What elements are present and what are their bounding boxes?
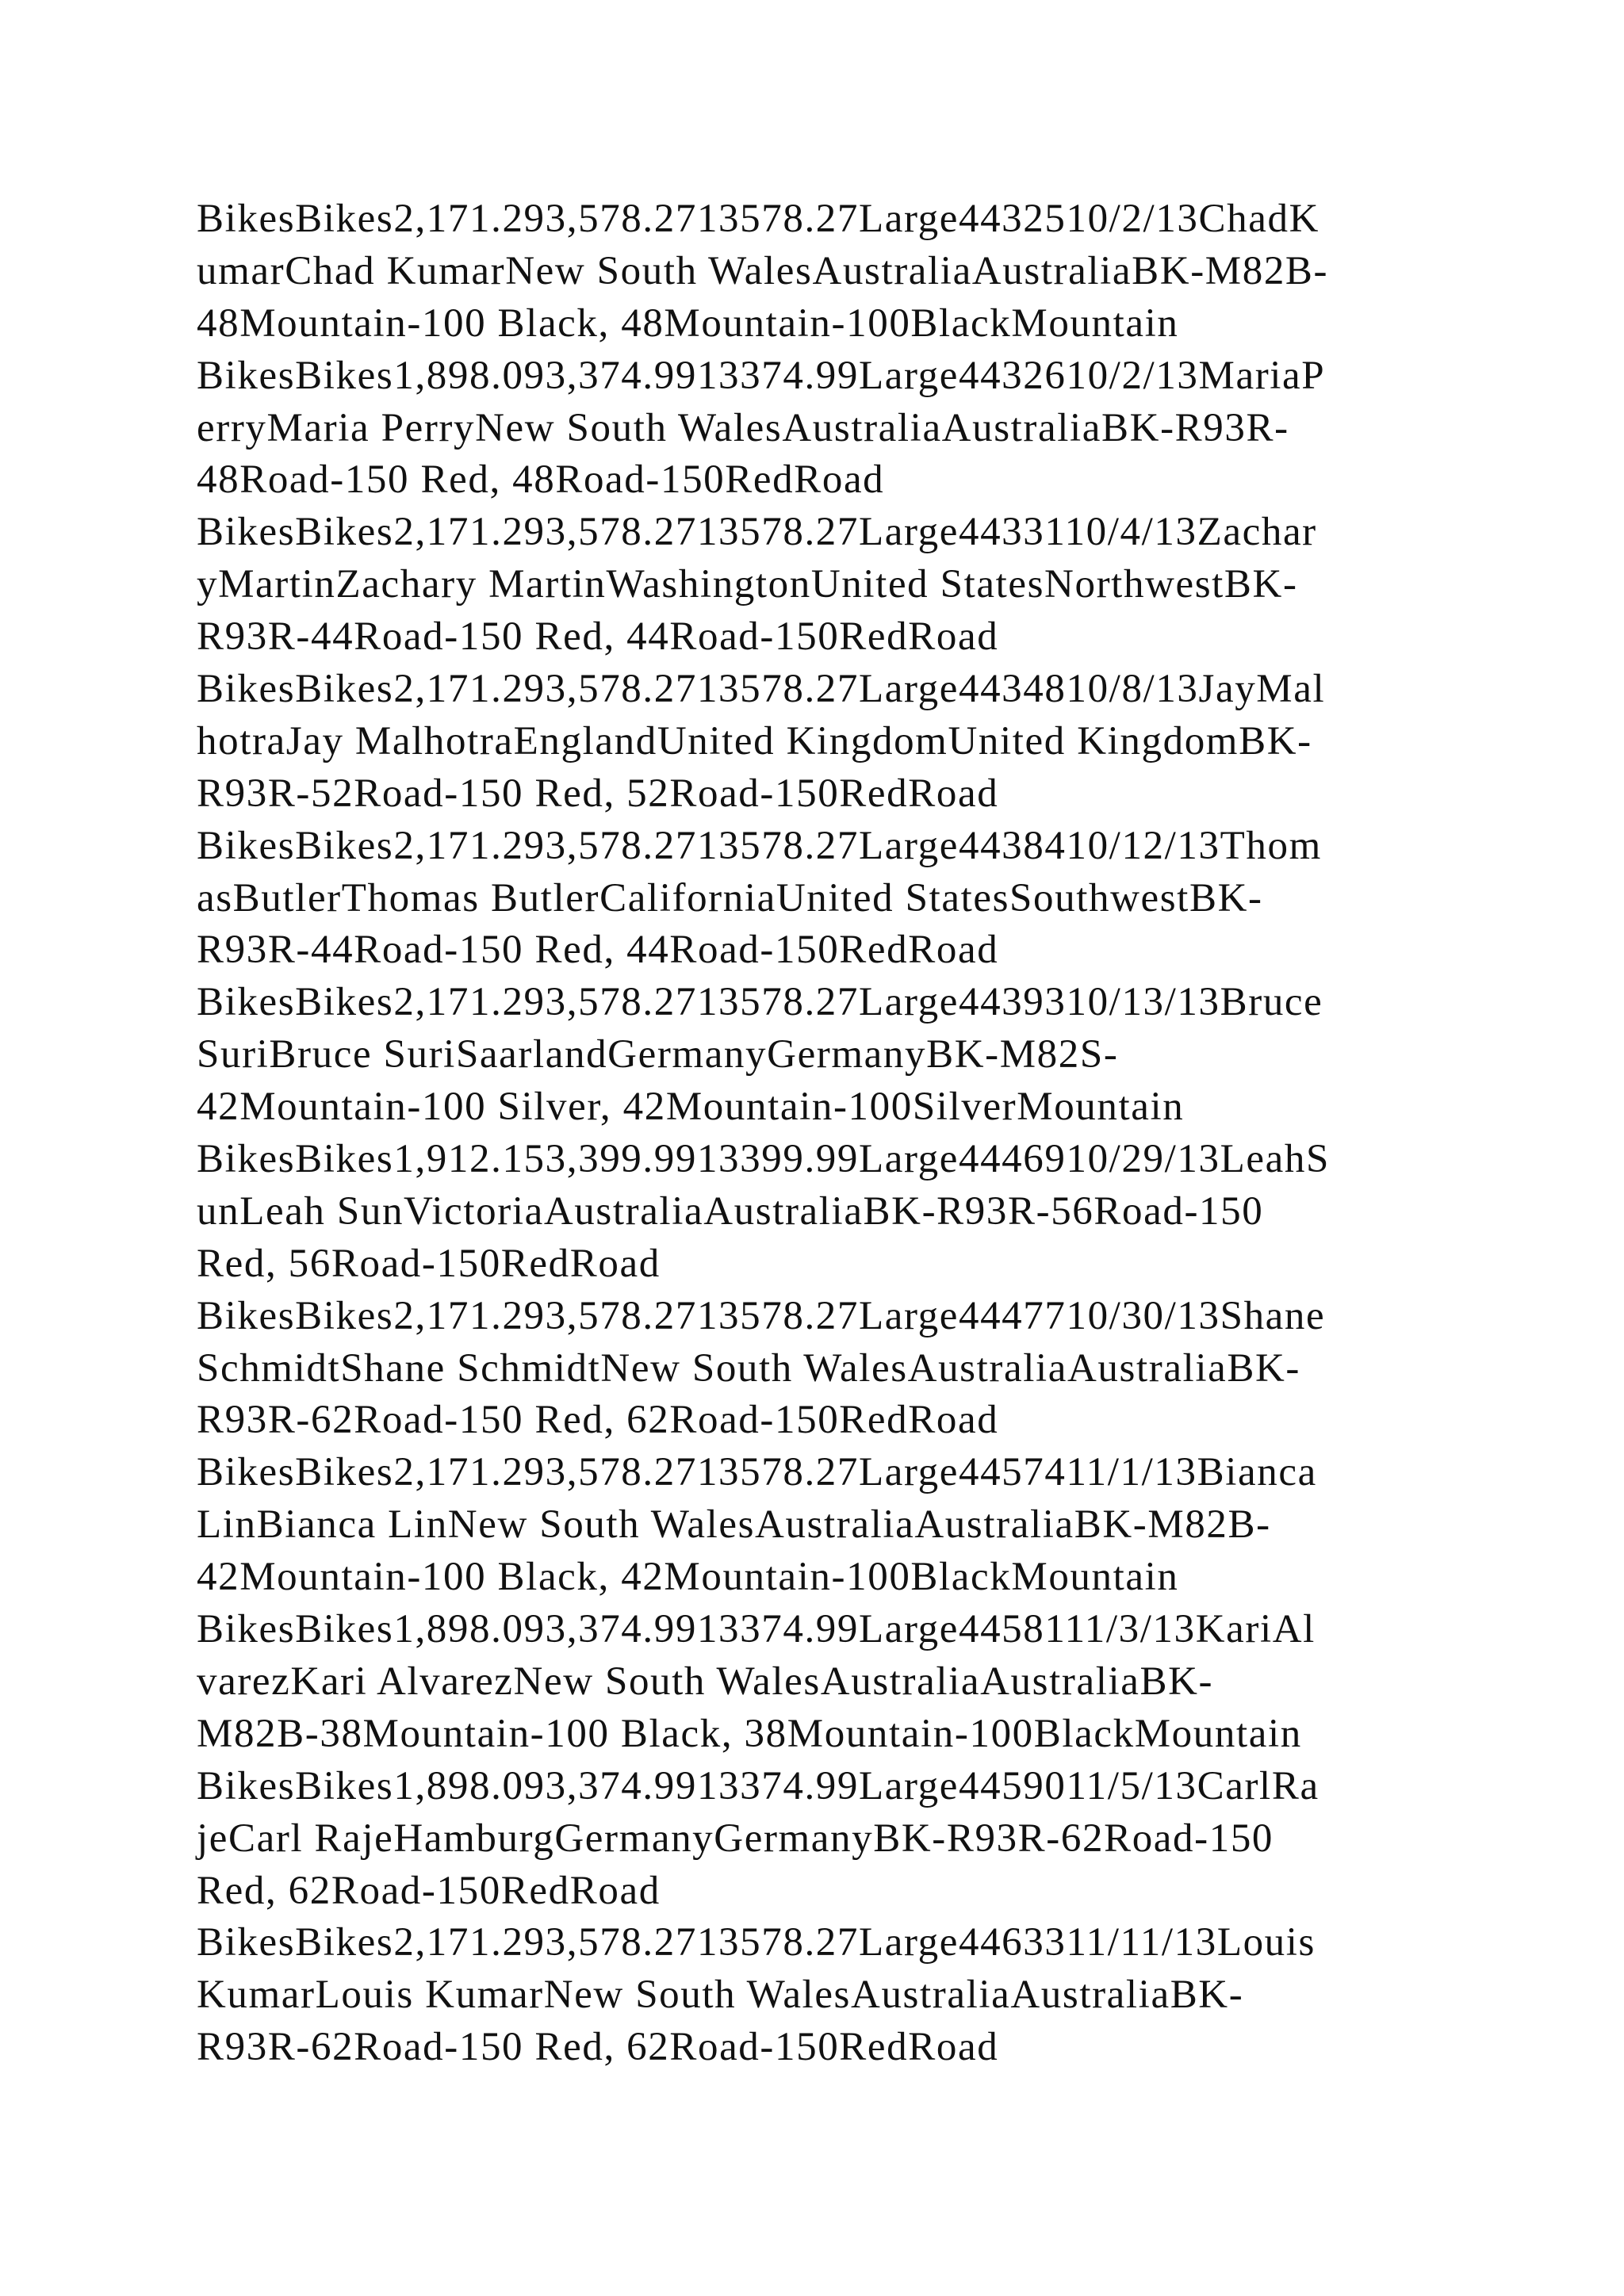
- text-line: R93R-62Road-150 Red, 62Road-150RedRoad: [197, 1398, 999, 1443]
- text-line: 42Mountain-100 Silver, 42Mountain-100SilverMountain: [197, 1085, 1185, 1130]
- text-line: R93R-62Road-150 Red, 62Road-150RedRoad: [197, 2025, 999, 2070]
- text-line: LinBianca LinNew South WalesAustraliaAustraliaBK-M82B-: [197, 1502, 1271, 1548]
- text-line: 48Mountain-100 Black, 48Mountain-100BlackMountain: [197, 300, 1179, 346]
- body-text: [197, 193, 1434, 2074]
- text-line: BikesBikes2,171.293,578.2713578.27Large4447710/30/13Shane: [197, 1293, 1326, 1338]
- text-line: BikesBikes2,171.293,578.2713578.27Large4438410/12/13Thom: [197, 823, 1322, 868]
- text-line: 48Road-150 Red, 48Road-150RedRoad: [197, 457, 885, 503]
- text-line: unLeah SunVictoriaAustraliaAustraliaBK-R93R-56Road-150: [197, 1188, 1264, 1234]
- text-line: BikesBikes1,898.093,374.9913374.99Large4458111/3/13KariAl: [197, 1607, 1316, 1652]
- text-line: jeCarl RajeHamburgGermanyGermanyBK-R93R-62Road-150: [197, 1816, 1274, 1861]
- text-line: M82B-38Mountain-100 Black, 38Mountain-100BlackMountain: [197, 1711, 1302, 1756]
- text-line: BikesBikes2,171.293,578.2713578.27Large4433110/4/13Zachar: [197, 510, 1317, 555]
- text-line: umarChad KumarNew South WalesAustraliaAustraliaBK-M82B-: [197, 248, 1329, 293]
- text-line: R93R-44Road-150 Red, 44Road-150RedRoad: [197, 928, 999, 973]
- text-line: Red, 62Road-150RedRoad: [197, 1868, 661, 1913]
- text-line: R93R-52Road-150 Red, 52Road-150RedRoad: [197, 771, 999, 816]
- text-line: varezKari AlvarezNew South WalesAustraliaAustraliaBK-: [197, 1659, 1214, 1704]
- text-line: KumarLouis KumarNew South WalesAustraliaAustraliaBK-: [197, 1973, 1244, 2018]
- text-line: hotraJay MalhotraEnglandUnited KingdomUnited KingdomBK-: [197, 718, 1312, 763]
- text-line: BikesBikes2,171.293,578.2713578.27Large4457411/1/13Bianca: [197, 1450, 1317, 1495]
- text-line: Red, 56Road-150RedRoad: [197, 1241, 661, 1286]
- text-line: BikesBikes1,898.093,374.9913374.99Large4432610/2/13MariaP: [197, 353, 1326, 398]
- text-line: BikesBikes2,171.293,578.2713578.27Large4439310/13/13Bruce: [197, 980, 1323, 1025]
- text-line: BikesBikes2,171.293,578.2713578.27Large4434810/8/13JayMal: [197, 667, 1326, 712]
- text-line: asButlerThomas ButlerCaliforniaUnited StatesSouthwestBK-: [197, 875, 1263, 920]
- text-line: BikesBikes1,912.153,399.9913399.99Large4446910/29/13LeahS: [197, 1137, 1330, 1182]
- text-line: R93R-44Road-150 Red, 44Road-150RedRoad: [197, 614, 999, 660]
- text-line: erryMaria PerryNew South WalesAustraliaAustraliaBK-R93R-: [197, 405, 1289, 450]
- text-line: SuriBruce SuriSaarlandGermanyGermanyBK-M82S-: [197, 1032, 1119, 1077]
- text-line: yMartinZachary MartinWashingtonUnited StatesNorthwestBK-: [197, 562, 1298, 607]
- text-line: SchmidtShane SchmidtNew South WalesAustraliaAustraliaBK-: [197, 1345, 1300, 1391]
- text-line: BikesBikes2,171.293,578.2713578.27Large4463311/11/13Louis: [197, 1920, 1316, 1965]
- text-line: BikesBikes1,898.093,374.9913374.99Large4459011/5/13CarlRa: [197, 1763, 1320, 1808]
- text-line: 42Mountain-100 Black, 42Mountain-100BlackMountain: [197, 1555, 1179, 1600]
- text-line: BikesBikes2,171.293,578.2713578.27Large4432510/2/13ChadK: [197, 197, 1320, 241]
